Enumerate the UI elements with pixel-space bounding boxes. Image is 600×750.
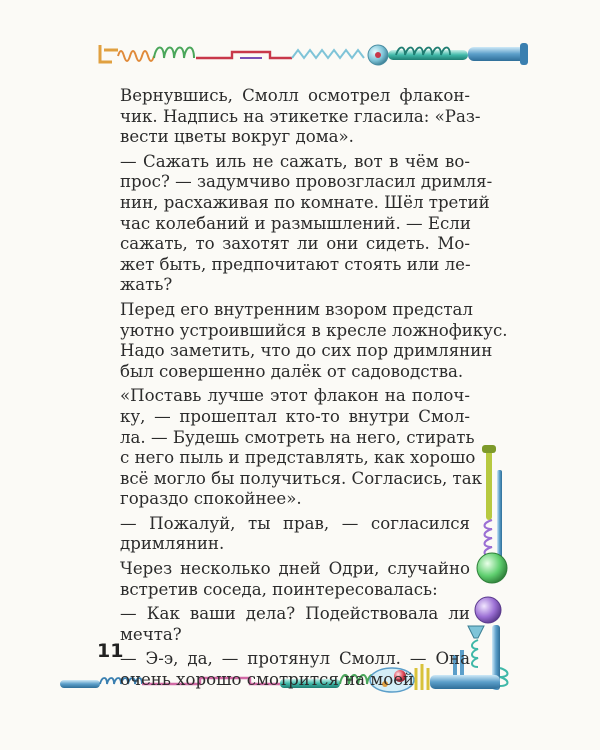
text-line: Надо заметить, что до сих пор дримлянин: [120, 341, 493, 361]
text-line: Перед его внутренним взором предстал: [120, 299, 473, 319]
text-line: жать?: [120, 275, 173, 295]
paragraph: [98, 386, 482, 510]
paragraph: [98, 604, 470, 645]
paragraph: [98, 649, 470, 690]
text-line: дримлянин.: [120, 534, 225, 554]
paragraph: [98, 299, 508, 382]
paragraph: [98, 514, 470, 555]
text-line: — Пожалуй, ты прав, — согласился: [120, 513, 470, 533]
text-line: час колебаний и размышлений. — Если: [120, 213, 471, 233]
text-line: «Поставь лучше этот флакон на полоч-: [120, 386, 470, 406]
text-line: очень хорошо смотрится на моей: [120, 670, 415, 690]
text-line: гораздо спокойнее».: [120, 489, 302, 509]
text-line: жет быть, предпочитают стоять или ле-: [120, 254, 471, 274]
text-line: чик. Надпись на этикетке гласила: «Раз-: [120, 106, 481, 126]
text-line: ла. — Будешь смотреть на него, стирать: [120, 427, 475, 447]
text-line: мечта?: [120, 624, 182, 644]
text-line: Через несколько дней Одри, случайно: [120, 559, 470, 579]
main-text: [98, 86, 508, 695]
paragraph: [98, 151, 493, 296]
text-line: ку, — прошептал кто-то внутри Смол-: [120, 406, 470, 426]
text-line: — Сажать иль не сажать, вот в чём во-: [120, 151, 470, 171]
text-line: был совершенно далёк от садоводства.: [120, 361, 464, 381]
text-line: — Как ваши дела? Подействовала ли: [120, 604, 470, 624]
paragraph: [98, 559, 470, 600]
text-line: сажать, то захотят ли они сидеть. Мо-: [120, 234, 470, 254]
text-line: Вернувшись, Смолл осмотрел флакон-: [120, 86, 470, 105]
paragraph: [98, 86, 481, 148]
text-line: — Э-э, да, — протянул Смолл. — Она: [120, 649, 470, 669]
text-line: вести цветы вокруг дома».: [120, 127, 354, 147]
page-number: 11: [97, 640, 124, 662]
text-line: нин, расхаживая по комнате. Шёл третий: [120, 192, 490, 212]
text-line: прос? — задумчиво провозгласил дримля-: [120, 172, 493, 192]
text-line: встретив соседа, поинтересовалась:: [120, 579, 438, 599]
text-line: всё могло бы получиться. Согласись, так: [120, 468, 482, 488]
text-line: уютно устроившийся в кресле ложнофикус.: [120, 320, 508, 340]
text-line: с него пыль и представлять, как хорошо: [120, 448, 476, 468]
